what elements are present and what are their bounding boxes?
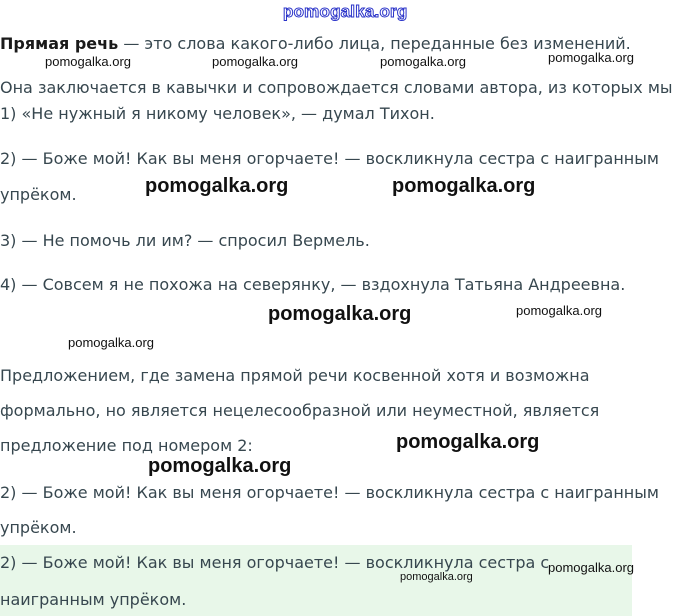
watermark: pomogalka.org: [516, 303, 602, 318]
definition-text: — это слова какого-либо лица, переданные без изменений.: [118, 34, 631, 53]
option-4: 4) — Совсем я не похожа на северянку, — вздохнула Татьяна Андреевна.: [0, 275, 626, 294]
explanation-line-3: предложение под номером 2:: [0, 436, 253, 455]
quoted-line-2: упрёком.: [0, 518, 77, 537]
explanation-line-2: формально, но является нецелесообразной или неуместной, является: [0, 401, 600, 420]
option-1: 1) «Не нужный я никому человек», — думал Тихон.: [0, 104, 435, 123]
quoted-line-1: 2) — Боже мой! Как вы меня огорчаете! — воскликнула сестра с наигранным: [0, 483, 659, 502]
answer-line-2: наигранным упрёком.: [0, 590, 187, 609]
watermark: pomogalka.org: [400, 571, 473, 583]
term-label: Прямая речь: [0, 34, 119, 53]
watermark: pomogalka.org: [548, 50, 634, 65]
answer-line-1: 2) — Боже мой! Как вы меня огорчаете! — воскликнула сестра с: [0, 553, 550, 572]
definition-line-1: [0, 34, 631, 54]
watermark: pomogalka.org: [145, 175, 289, 197]
definition-line-2: Она заключается в кавычки и сопровождается словами автора, из которых мы: [0, 78, 673, 97]
watermark: pomogalka.org: [268, 303, 412, 325]
option-2-line-2: упрёком.: [0, 185, 77, 204]
watermark: pomogalka.org: [45, 54, 131, 69]
watermark: pomogalka.org: [396, 431, 540, 453]
watermark: pomogalka.org: [148, 455, 292, 477]
option-3: 3) — Не помочь ли им? — спросил Вермель.: [0, 231, 370, 250]
watermark: pomogalka.org: [68, 335, 154, 350]
option-2-line-1: 2) — Боже мой! Как вы меня огорчаете! — воскликнула сестра с наигранным: [0, 149, 659, 168]
watermark: pomogalka.org: [380, 54, 466, 69]
watermark-header: pomogalka.org: [283, 2, 408, 21]
watermark: pomogalka.org: [212, 54, 298, 69]
explanation-line-1: Предложением, где замена прямой речи косвенной хотя и возможна: [0, 366, 590, 385]
watermark: pomogalka.org: [548, 560, 634, 575]
watermark: pomogalka.org: [392, 175, 536, 197]
